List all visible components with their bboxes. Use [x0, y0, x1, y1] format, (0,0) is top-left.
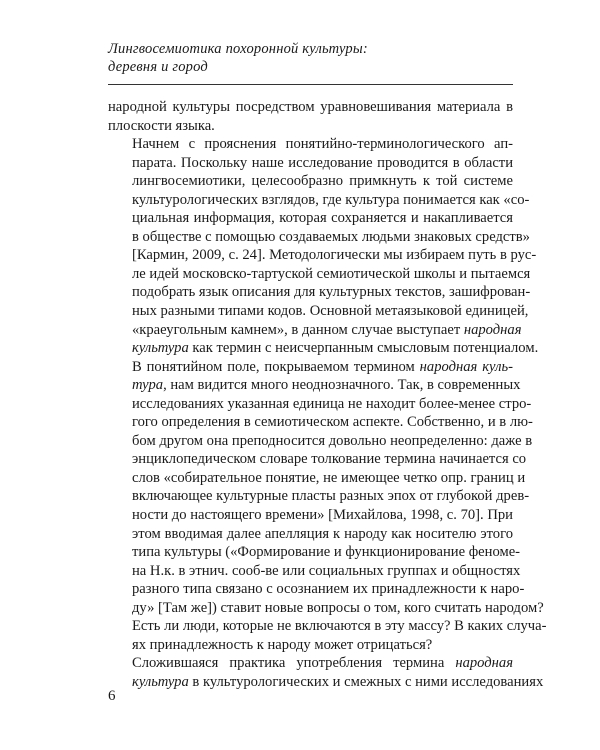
text-line: плоскости языка.	[108, 117, 215, 134]
text-line: включающее культурные пласты разных эпох от глубокой древ-	[132, 488, 530, 505]
text-line: «краеугольным камнем», в данном случае выступает народная	[132, 321, 522, 338]
text-line: бом другом она преподносится довольно неопределенно: даже в	[132, 432, 533, 449]
text-line: ности до настоящего времени» [Михайлова, 1998, с. 70]. При	[132, 507, 513, 524]
text-line: разного типа связано с осознанием их принадлежности к наро-	[132, 581, 525, 598]
italic-term: культура	[132, 673, 189, 690]
page-number: 6	[108, 688, 116, 704]
text-line: этом вводимая далее апелляция к народу как носителю этого	[132, 525, 513, 542]
text-line: Сложившаяся практика употребления термина народная	[132, 655, 513, 672]
running-header	[108, 40, 528, 76]
paragraph	[108, 135, 539, 358]
text-line: гого определения в семиотическом аспекте. Собственно, и в лю-	[132, 414, 533, 431]
text-line: Начнем с прояснения понятийно-терминологического ап-	[132, 136, 513, 153]
text-line: народной культуры посредством уравновешивания материала в	[108, 99, 513, 115]
text-line: циальная информация, которая сохраняется и накапливается	[132, 210, 513, 227]
text-line: исследованиях указанная единица не находит более-менее стро-	[132, 395, 532, 412]
text-line: ле идей московско-тартуской семиотической школы и пытаемся	[132, 265, 531, 282]
text-line: В понятийном поле, покрываемом термином народная куль-	[132, 358, 513, 375]
body-text	[108, 98, 547, 692]
text-line: [Кармин, 2009, с. 24]. Методологически мы избираем путь в рус-	[132, 247, 537, 264]
italic-term: народная куль-	[419, 358, 513, 375]
text-line: ду» [Там же]) ставит новые вопросы о том, кого считать народом?	[132, 599, 544, 616]
text-line: типа культуры («Формирование и функционирование феноме-	[132, 544, 521, 561]
text-line: энциклопедическом словаре толкование термина начинается со	[132, 451, 527, 468]
text-line: парата. Поскольку наше исследование проводится в области	[132, 154, 513, 171]
italic-term: народная	[463, 321, 522, 338]
paragraph	[108, 358, 547, 655]
text-line: Есть ли люди, которые не включаются в эту массу? В каких случа-	[132, 618, 547, 635]
text-line: слов «собирательное понятие, не имеющее четко опр. границ и	[132, 469, 526, 486]
italic-term: народная	[455, 655, 513, 672]
text-line: подобрать язык описания для культурных текстов, зашифрован-	[132, 284, 531, 301]
text-line: в обществе с помощью создаваемых людьми знаковых средств»	[132, 228, 530, 245]
running-header-line-2: деревня и город	[108, 59, 208, 75]
italic-term: культура	[132, 340, 189, 357]
text-line: культура в культурологических и смежных с ними исследованиях	[132, 673, 544, 690]
text-line: культурологических взглядов, где культура понимается как «со-	[132, 191, 530, 208]
header-rule	[108, 84, 513, 85]
italic-term: тура	[132, 377, 164, 394]
text-line: ных разными типами кодов. Основной метаязыковой единицей,	[132, 303, 529, 320]
text-line: лингвосемиотики, целесообразно примкнуть к той системе	[132, 173, 513, 190]
running-header-line-1: Лингвосемиотика похоронной культуры:	[108, 41, 368, 57]
text-line: тура, нам видится много неоднозначного. Так, в современных	[132, 377, 521, 394]
paragraph	[108, 654, 544, 691]
paragraph	[108, 98, 513, 135]
text-line: на Н.к. в этнич. сооб-ве или социальных группах и общностях	[132, 562, 521, 579]
text-line: культура как термин с неисчерпанным смысловым потенциалом.	[132, 340, 539, 357]
text-line: ях принадлежность к народу может отрицаться?	[132, 636, 433, 653]
